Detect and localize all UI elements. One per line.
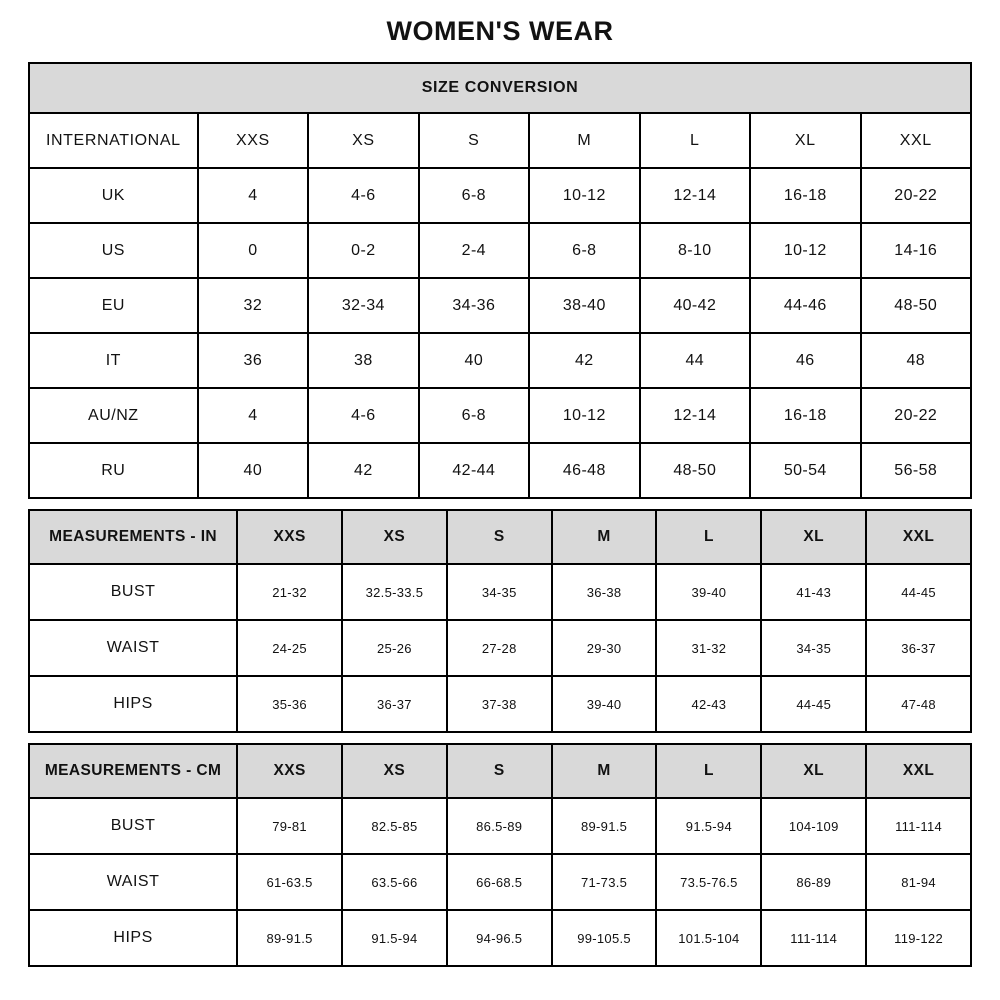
table-cell: 40 [198, 443, 308, 498]
table-cell: 56-58 [861, 443, 971, 498]
size-conversion-table-grid [28, 62, 972, 499]
column-header: L [640, 113, 750, 168]
table-cell: 48 [861, 333, 971, 388]
table-cell: 4 [198, 168, 308, 223]
table-cell: 38 [308, 333, 418, 388]
page-title: WOMEN'S WEAR [386, 16, 614, 46]
header-row [29, 510, 971, 564]
measurements-in-table-grid [28, 509, 972, 733]
table-cell: 6-8 [419, 388, 529, 443]
table-row [29, 223, 971, 278]
table-cell: 31-32 [656, 620, 761, 676]
table-cell: 34-36 [419, 278, 529, 333]
table-cell: 81-94 [866, 854, 971, 910]
table-cell: 36 [198, 333, 308, 388]
header-label: INTERNATIONAL [29, 113, 198, 168]
table-cell: 39-40 [552, 676, 657, 732]
header-label: MEASUREMENTS - CM [29, 744, 237, 798]
row-label: BUST [29, 564, 237, 620]
column-header: XL [761, 744, 866, 798]
size-conversion-table [28, 62, 972, 499]
table-cell: 27-28 [447, 620, 552, 676]
table-cell: 10-12 [529, 168, 639, 223]
table-cell: 104-109 [761, 798, 866, 854]
row-label: RU [29, 443, 198, 498]
header-row [29, 113, 971, 168]
table-cell: 36-37 [342, 676, 447, 732]
table-cell: 0-2 [308, 223, 418, 278]
row-label: AU/NZ [29, 388, 198, 443]
column-header: XXL [866, 510, 971, 564]
table-cell: 12-14 [640, 168, 750, 223]
table-cell: 37-38 [447, 676, 552, 732]
table-row [29, 443, 971, 498]
table-cell: 20-22 [861, 168, 971, 223]
table-cell: 34-35 [447, 564, 552, 620]
table-cell: 101.5-104 [656, 910, 761, 966]
table-cell: 71-73.5 [552, 854, 657, 910]
table-cell: 44 [640, 333, 750, 388]
table-row [29, 168, 971, 223]
column-header: XL [750, 113, 860, 168]
row-label: US [29, 223, 198, 278]
header-row [29, 744, 971, 798]
column-header: M [552, 744, 657, 798]
row-label: EU [29, 278, 198, 333]
header-label: MEASUREMENTS - IN [29, 510, 237, 564]
table-cell: 4-6 [308, 168, 418, 223]
table-cell: 34-35 [761, 620, 866, 676]
table-row [29, 676, 971, 732]
table-cell: 38-40 [529, 278, 639, 333]
row-label: UK [29, 168, 198, 223]
table-cell: 6-8 [529, 223, 639, 278]
table-cell: 35-36 [237, 676, 342, 732]
table-cell: 16-18 [750, 388, 860, 443]
measurements-cm-table-grid [28, 743, 972, 967]
table-cell: 94-96.5 [447, 910, 552, 966]
table-cell: 91.5-94 [656, 798, 761, 854]
table-cell: 4 [198, 388, 308, 443]
column-header: L [656, 510, 761, 564]
table-cell: 66-68.5 [447, 854, 552, 910]
table-cell: 41-43 [761, 564, 866, 620]
table-row [29, 910, 971, 966]
row-label: IT [29, 333, 198, 388]
table-cell: 63.5-66 [342, 854, 447, 910]
table-cell: 36-38 [552, 564, 657, 620]
row-label: BUST [29, 798, 237, 854]
table-row [29, 564, 971, 620]
column-header: L [656, 744, 761, 798]
table-cell: 42-43 [656, 676, 761, 732]
table-cell: 44-45 [761, 676, 866, 732]
table-cell: 25-26 [342, 620, 447, 676]
column-header: S [447, 744, 552, 798]
table-row [29, 620, 971, 676]
row-label: HIPS [29, 910, 237, 966]
table-cell: 119-122 [866, 910, 971, 966]
table-cell: 42 [308, 443, 418, 498]
row-label: HIPS [29, 676, 237, 732]
column-header: S [419, 113, 529, 168]
table-cell: 42 [529, 333, 639, 388]
measurements-cm-table [28, 743, 972, 967]
table-cell: 79-81 [237, 798, 342, 854]
table-cell: 50-54 [750, 443, 860, 498]
column-header: XS [308, 113, 418, 168]
table-cell: 4-6 [308, 388, 418, 443]
column-header: XXL [866, 744, 971, 798]
table-cell: 91.5-94 [342, 910, 447, 966]
column-header: XXS [237, 510, 342, 564]
table-cell: 10-12 [529, 388, 639, 443]
table-cell: 82.5-85 [342, 798, 447, 854]
table-cell: 39-40 [656, 564, 761, 620]
column-header: XS [342, 510, 447, 564]
table-cell: 0 [198, 223, 308, 278]
table-cell: 36-37 [866, 620, 971, 676]
table-cell: 46-48 [529, 443, 639, 498]
table-cell: 73.5-76.5 [656, 854, 761, 910]
table-row [29, 278, 971, 333]
table-cell: 111-114 [761, 910, 866, 966]
column-header: XL [761, 510, 866, 564]
measurements-in-table [28, 509, 972, 733]
table-cell: 32.5-33.5 [342, 564, 447, 620]
table-cell: 2-4 [419, 223, 529, 278]
table-cell: 47-48 [866, 676, 971, 732]
table-cell: 14-16 [861, 223, 971, 278]
table-cell: 44-46 [750, 278, 860, 333]
table-cell: 32-34 [308, 278, 418, 333]
table-cell: 44-45 [866, 564, 971, 620]
table-row [29, 388, 971, 443]
table-cell: 32 [198, 278, 308, 333]
table-cell: 16-18 [750, 168, 860, 223]
column-header: XXS [198, 113, 308, 168]
column-header: XXL [861, 113, 971, 168]
table-cell: 61-63.5 [237, 854, 342, 910]
column-header: M [552, 510, 657, 564]
table-cell: 24-25 [237, 620, 342, 676]
table-cell: 89-91.5 [237, 910, 342, 966]
table-cell: 29-30 [552, 620, 657, 676]
table-cell: 86.5-89 [447, 798, 552, 854]
table-row [29, 333, 971, 388]
table-cell: 48-50 [861, 278, 971, 333]
column-header: XS [342, 744, 447, 798]
table-cell: 89-91.5 [552, 798, 657, 854]
table-cell: 40 [419, 333, 529, 388]
table-cell: 40-42 [640, 278, 750, 333]
table-cell: 86-89 [761, 854, 866, 910]
column-header: XXS [237, 744, 342, 798]
table-row [29, 798, 971, 854]
table-cell: 12-14 [640, 388, 750, 443]
column-header: M [529, 113, 639, 168]
table-cell: 42-44 [419, 443, 529, 498]
table-cell: 6-8 [419, 168, 529, 223]
table-title: SIZE CONVERSION [29, 63, 971, 113]
table-cell: 20-22 [861, 388, 971, 443]
table-row [29, 854, 971, 910]
row-label: WAIST [29, 854, 237, 910]
row-label: WAIST [29, 620, 237, 676]
table-cell: 21-32 [237, 564, 342, 620]
table-cell: 8-10 [640, 223, 750, 278]
table-cell: 99-105.5 [552, 910, 657, 966]
table-cell: 46 [750, 333, 860, 388]
table-cell: 111-114 [866, 798, 971, 854]
table-cell: 48-50 [640, 443, 750, 498]
table-cell: 10-12 [750, 223, 860, 278]
column-header: S [447, 510, 552, 564]
